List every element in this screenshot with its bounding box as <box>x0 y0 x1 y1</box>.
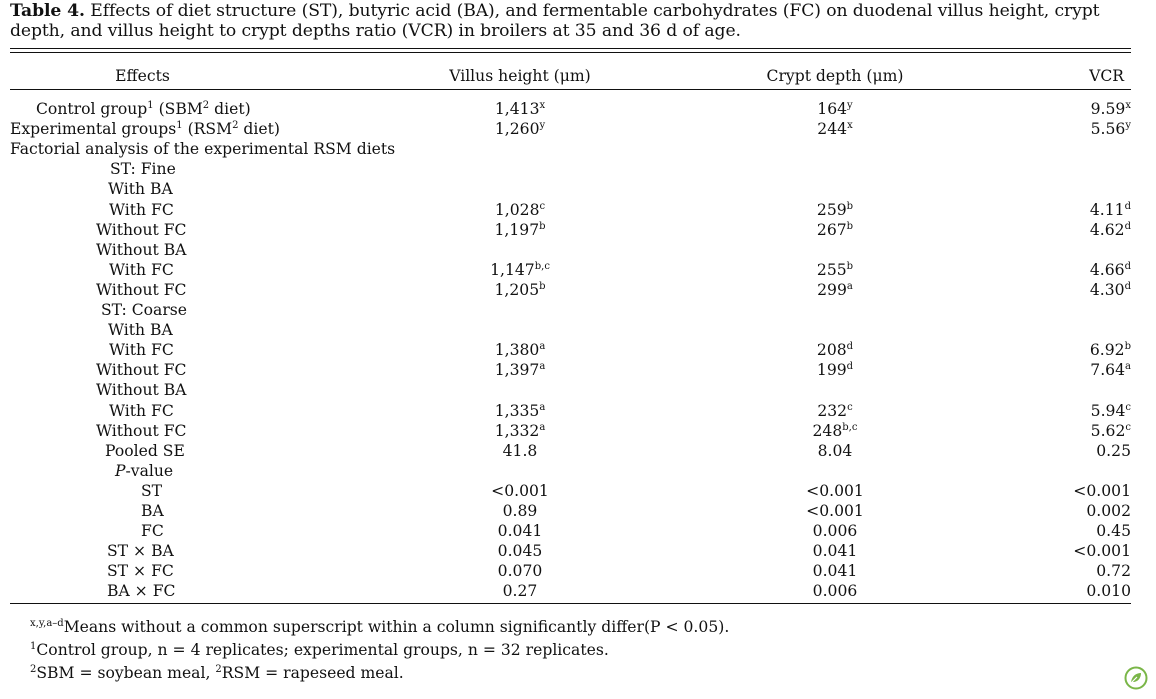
villus-height-cell <box>420 481 620 501</box>
vcr-cell-sup: x <box>1125 100 1131 111</box>
row-label <box>108 320 173 340</box>
row-label-text: BA <box>141 502 164 520</box>
row-label-text: BA × FC <box>107 582 176 601</box>
footnote-text: SBM = soybean meal, <box>36 664 216 682</box>
row-label <box>96 421 186 441</box>
villus-height-cell-value: 1,397 <box>494 361 540 380</box>
vcr-cell-sup: y <box>1125 120 1131 132</box>
crypt-depth-cell-sup: b <box>846 200 854 212</box>
footnote <box>30 640 609 660</box>
vcr-cell-value: 4.30 <box>1089 280 1125 299</box>
row-label-sup2: 2 <box>202 100 210 111</box>
villus-height-cell-value: 0.041 <box>497 522 543 541</box>
row-label <box>10 119 280 139</box>
villus-height-cell <box>420 561 620 581</box>
vcr-cell-value: 0.72 <box>1096 562 1131 581</box>
row-label <box>96 380 186 400</box>
crypt-depth-cell-sup: d <box>846 341 854 353</box>
row-label <box>109 200 174 220</box>
crypt-depth-cell-value: 299 <box>817 280 847 299</box>
crypt-depth-cell-value: 267 <box>816 220 847 239</box>
row-label-text: With BA <box>108 180 173 199</box>
vcr-cell-sup: d <box>1124 200 1131 212</box>
villus-height-cell-sup: a <box>539 341 546 353</box>
row-label-text: ST × BA <box>107 542 174 561</box>
row-label <box>36 99 251 119</box>
row-label <box>101 300 187 320</box>
crypt-depth-cell-value: 248 <box>812 421 843 440</box>
vcr-cell <box>1040 260 1131 280</box>
vcr-cell <box>1040 200 1131 220</box>
crypt-depth-cell-value: 244 <box>817 120 848 139</box>
vcr-cell-value: 5.56 <box>1090 120 1126 139</box>
row-label-text: With BA <box>108 321 173 340</box>
crypt-depth-cell-value: 199 <box>816 361 847 380</box>
crypt-depth-cell <box>735 561 935 581</box>
row-label-text: With FC <box>109 200 174 219</box>
villus-height-cell-value: 1,260 <box>494 120 540 139</box>
villus-height-cell-value: 1,147 <box>490 260 535 279</box>
vcr-cell-value: 6.92 <box>1089 341 1125 360</box>
row-label <box>109 401 174 421</box>
header-effects: Effects <box>115 67 170 85</box>
footnote-sup2: 2 <box>215 664 222 675</box>
crypt-depth-cell <box>735 119 935 139</box>
footnote <box>30 617 729 637</box>
row-label <box>107 541 174 561</box>
header-villus-height: Villus height (μm) <box>449 67 591 85</box>
villus-height-cell-value: 1,028 <box>494 200 540 219</box>
vcr-cell-sup: b <box>1124 341 1131 353</box>
row-label-text: Control group <box>36 100 148 118</box>
vcr-cell <box>1040 340 1131 360</box>
crypt-depth-cell <box>735 200 935 220</box>
vcr-cell <box>1040 220 1131 240</box>
row-label-text: Without FC <box>96 361 187 380</box>
row-label-sup: 1 <box>147 100 154 111</box>
row-label-rest: -value <box>125 461 174 480</box>
vcr-cell-value: 5.94 <box>1090 401 1126 420</box>
villus-height-cell <box>420 99 620 119</box>
crypt-depth-cell-value: 232 <box>817 401 848 420</box>
villus-height-cell <box>420 360 620 380</box>
crypt-depth-cell-value: 0.006 <box>812 522 858 541</box>
caption-text: Effects of diet structure (ST), butyric acid (BA), and fermentable carbohydrates (FC) on duodenal villus height, crypt depth, and villus height to crypt depths ratio (VCR) in broilers at 35 and 36 d of age. <box>10 1 1100 41</box>
vcr-cell <box>1040 541 1131 561</box>
crypt-depth-cell <box>735 260 935 280</box>
row-label-text: Without FC <box>96 220 187 239</box>
row-label <box>107 581 175 601</box>
villus-height-cell-sup: a <box>539 421 546 433</box>
row-label-text: ST: Coarse <box>101 301 188 319</box>
villus-height-cell <box>420 501 620 521</box>
row-label-text: Without FC <box>96 280 187 299</box>
top-rule-2 <box>10 52 1131 53</box>
vcr-cell <box>1040 401 1131 421</box>
crypt-depth-cell-value: 0.041 <box>812 542 858 561</box>
vcr-cell <box>1040 99 1131 119</box>
vcr-cell-sup: c <box>1125 421 1131 433</box>
crypt-depth-cell <box>735 360 935 380</box>
vcr-cell-sup: c <box>1125 401 1131 413</box>
vcr-cell <box>1040 421 1131 441</box>
row-label-text: With FC <box>109 260 174 279</box>
leaf-badge-icon <box>1124 666 1148 690</box>
row-label-text: Without BA <box>96 381 187 400</box>
row-label-end: diet) <box>209 100 251 118</box>
villus-height-cell-value: 1,197 <box>494 220 540 239</box>
vcr-cell-value: 7.64 <box>1090 361 1126 380</box>
row-label-sup2: 2 <box>232 120 239 132</box>
row-label-text: ST × FC <box>107 562 174 581</box>
villus-height-cell-sup: a <box>539 361 546 373</box>
vcr-cell <box>1040 481 1131 501</box>
footnote-sup: 1 <box>30 641 37 652</box>
vcr-cell-value: 0.010 <box>1086 582 1131 601</box>
villus-height-cell-sup: a <box>539 401 546 413</box>
crypt-depth-cell-value: 8.04 <box>817 441 853 460</box>
row-label <box>115 461 173 481</box>
crypt-depth-cell-value: <0.001 <box>806 502 864 520</box>
row-label-tail: (SBM <box>153 100 203 118</box>
row-label-tail: (RSM <box>182 120 233 139</box>
crypt-depth-cell <box>735 481 935 501</box>
vcr-cell-value: <0.001 <box>1073 481 1131 500</box>
row-label-text: ST <box>141 481 163 500</box>
villus-height-cell <box>420 441 620 461</box>
footnote <box>30 663 404 683</box>
vcr-cell <box>1040 441 1131 461</box>
row-label-text: With FC <box>109 401 174 420</box>
row-label <box>141 481 162 501</box>
crypt-depth-cell <box>735 541 935 561</box>
villus-height-cell-sup: b,c <box>534 260 550 272</box>
villus-height-cell <box>420 421 620 441</box>
villus-height-cell-sup: b <box>539 220 546 232</box>
row-label <box>96 220 186 240</box>
villus-height-cell <box>420 280 620 300</box>
footnote-sup: 2 <box>30 664 37 675</box>
villus-height-cell <box>420 340 620 360</box>
vcr-cell-value: 0.45 <box>1096 522 1131 541</box>
vcr-cell <box>1040 360 1131 380</box>
villus-height-cell-value: <0.001 <box>491 481 549 500</box>
crypt-depth-cell-value: 164 <box>817 100 848 118</box>
vcr-cell-sup: d <box>1124 280 1131 292</box>
vcr-cell-value: 0.002 <box>1086 502 1131 520</box>
row-label <box>105 441 185 461</box>
villus-height-cell-value: 1,332 <box>494 421 540 440</box>
villus-height-cell-sup: y <box>539 120 546 132</box>
crypt-depth-cell-value: 259 <box>816 200 847 219</box>
villus-height-cell-value: 0.045 <box>497 542 543 561</box>
crypt-depth-cell-sup: x <box>847 120 853 132</box>
footnote-text2: RSM = rapeseed meal. <box>221 664 404 682</box>
row-label <box>141 521 164 541</box>
villus-height-cell <box>420 119 620 139</box>
row-label <box>110 159 176 179</box>
vcr-cell-sup: d <box>1124 220 1131 232</box>
row-label-text: ST: Fine <box>110 160 176 179</box>
row-label-text: With FC <box>109 341 174 360</box>
vcr-cell-value: <0.001 <box>1073 542 1131 561</box>
footnote-text: Means without a common superscript within a column significantly differ(P < 0.05). <box>63 618 730 636</box>
crypt-depth-cell <box>735 340 935 360</box>
vcr-cell-sup: a <box>1125 361 1131 373</box>
row-label-text: Without FC <box>96 421 187 440</box>
vcr-cell <box>1040 521 1131 541</box>
crypt-depth-cell-sup: b,c <box>842 421 858 433</box>
crypt-depth-cell-value: 208 <box>816 341 847 360</box>
villus-height-cell <box>420 220 620 240</box>
villus-height-cell-value: 41.8 <box>502 441 538 460</box>
crypt-depth-cell-sup: a <box>846 280 853 292</box>
villus-height-cell-value: 1,413 <box>494 100 540 118</box>
crypt-depth-cell-value: 0.006 <box>812 582 858 601</box>
villus-height-cell-value: 1,205 <box>494 280 540 299</box>
villus-height-cell-sup: x <box>539 100 546 111</box>
row-label-end: diet) <box>238 120 280 139</box>
vcr-cell-value: 0.25 <box>1096 441 1131 460</box>
villus-height-cell <box>420 541 620 561</box>
row-label <box>96 360 186 380</box>
header-rule <box>10 89 1131 90</box>
row-label-italic: P <box>115 461 126 480</box>
row-label <box>109 260 174 280</box>
vcr-cell-value: 4.66 <box>1089 260 1125 279</box>
table-caption <box>10 1 1146 41</box>
row-label <box>109 340 174 360</box>
crypt-depth-cell <box>735 401 935 421</box>
vcr-cell-value: 5.62 <box>1090 421 1126 440</box>
row-label <box>107 561 174 581</box>
villus-height-cell-sup: c <box>539 200 546 212</box>
vcr-cell <box>1040 581 1131 601</box>
vcr-cell-sup: d <box>1124 260 1131 272</box>
crypt-depth-cell <box>735 521 935 541</box>
row-label-text: Without BA <box>96 240 187 259</box>
crypt-depth-cell-sup: y <box>847 100 853 111</box>
vcr-cell <box>1040 561 1131 581</box>
row-label-sup: 1 <box>176 120 183 132</box>
row-label <box>141 501 164 521</box>
villus-height-cell <box>420 200 620 220</box>
villus-height-cell-value: 1,380 <box>494 341 540 360</box>
villus-height-cell <box>420 521 620 541</box>
vcr-cell <box>1040 280 1131 300</box>
header-vcr: VCR <box>1089 67 1124 85</box>
row-label-text: Experimental groups <box>10 120 177 139</box>
row-label <box>10 139 395 159</box>
villus-height-cell <box>420 401 620 421</box>
villus-height-cell-value: 0.070 <box>497 562 543 581</box>
header-crypt-depth: Crypt depth (μm) <box>766 67 904 85</box>
row-label <box>96 240 186 260</box>
vcr-cell-value: 4.62 <box>1089 220 1125 239</box>
crypt-depth-cell-value: 0.041 <box>812 562 858 581</box>
crypt-depth-cell <box>735 280 935 300</box>
crypt-depth-cell <box>735 581 935 601</box>
crypt-depth-cell-sup: d <box>846 361 854 373</box>
crypt-depth-cell-sup: b <box>846 220 854 232</box>
vcr-cell <box>1040 119 1131 139</box>
crypt-depth-cell <box>735 421 935 441</box>
crypt-depth-cell-sup: b <box>846 260 854 272</box>
crypt-depth-cell-value: <0.001 <box>806 481 864 500</box>
row-label <box>96 280 186 300</box>
row-label-text: FC <box>141 522 164 541</box>
footnote-text: Control group, n = 4 replicates; experimental groups, n = 32 replicates. <box>36 641 609 659</box>
vcr-cell <box>1040 501 1131 521</box>
bottom-rule <box>10 603 1131 604</box>
crypt-depth-cell-value: 255 <box>816 260 847 279</box>
footnote-sup: x,y,a–d <box>30 618 64 629</box>
vcr-cell-value: 4.11 <box>1089 200 1125 219</box>
villus-height-cell-value: 1,335 <box>494 401 540 420</box>
villus-height-cell <box>420 260 620 280</box>
row-label <box>108 179 173 199</box>
row-label-text: Pooled SE <box>105 441 185 460</box>
table-label: Table 4. <box>10 1 85 21</box>
row-label-text: Factorial analysis of the experimental RSM diets <box>10 140 396 159</box>
crypt-depth-cell <box>735 220 935 240</box>
crypt-depth-cell <box>735 441 935 461</box>
villus-height-cell-sup: b <box>539 280 546 292</box>
top-rule <box>10 48 1131 49</box>
villus-height-cell <box>420 581 620 601</box>
crypt-depth-cell <box>735 99 935 119</box>
villus-height-cell-value: 0.89 <box>502 502 538 520</box>
crypt-depth-cell-sup: c <box>847 401 853 413</box>
crypt-depth-cell <box>735 501 935 521</box>
vcr-cell-value: 9.59 <box>1090 100 1126 118</box>
villus-height-cell-value: 0.27 <box>502 582 538 601</box>
